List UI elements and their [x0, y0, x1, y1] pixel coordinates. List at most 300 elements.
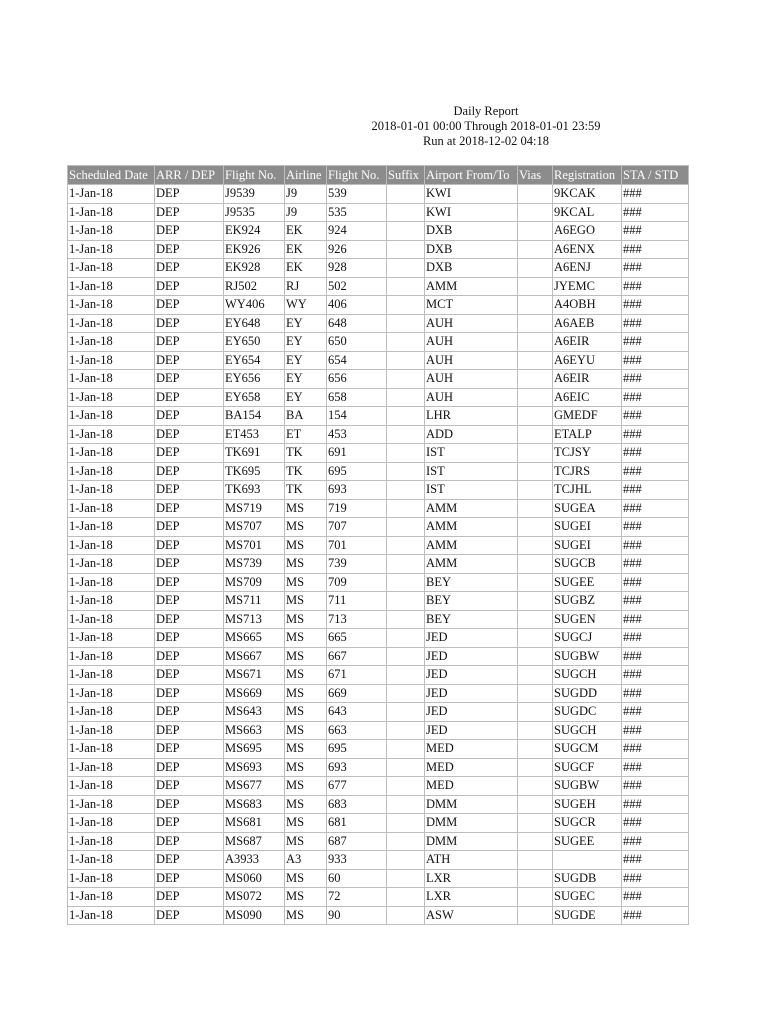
cell-flight-number: 72 [327, 888, 387, 907]
cell-flight-number: 60 [327, 869, 387, 888]
flights-table [67, 165, 689, 925]
table-row [68, 703, 689, 722]
cell-airline: MS [285, 888, 327, 907]
cell-scheduled-date: 1-Jan-18 [68, 203, 155, 222]
cell-suffix [387, 592, 425, 611]
cell-airport: AUH [425, 351, 518, 370]
cell-flight-number: 665 [327, 629, 387, 648]
cell-sta-std: ### [622, 610, 689, 629]
cell-scheduled-date: 1-Jan-18 [68, 351, 155, 370]
cell-sta-std: ### [622, 814, 689, 833]
cell-arr-dep: DEP [155, 555, 224, 574]
cell-flight-number: 924 [327, 222, 387, 241]
cell-registration: SUGEC [553, 888, 622, 907]
cell-scheduled-date: 1-Jan-18 [68, 388, 155, 407]
cell-vias [518, 240, 553, 259]
cell-arr-dep: DEP [155, 351, 224, 370]
cell-suffix [387, 758, 425, 777]
cell-vias [518, 462, 553, 481]
cell-vias [518, 351, 553, 370]
cell-sta-std: ### [622, 499, 689, 518]
cell-airport: JED [425, 629, 518, 648]
cell-registration: SUGCB [553, 555, 622, 574]
cell-airport: JED [425, 703, 518, 722]
cell-arr-dep: DEP [155, 647, 224, 666]
cell-registration: SUGCH [553, 721, 622, 740]
cell-flight-number: 671 [327, 666, 387, 685]
column-header-suffix: Suffix [387, 166, 425, 185]
table-row [68, 684, 689, 703]
cell-airport: BEY [425, 592, 518, 611]
cell-arr-dep: DEP [155, 240, 224, 259]
cell-sta-std: ### [622, 573, 689, 592]
cell-scheduled-date: 1-Jan-18 [68, 740, 155, 759]
cell-airport: MCT [425, 296, 518, 315]
cell-vias [518, 851, 553, 870]
column-header-arr-dep: ARR / DEP [155, 166, 224, 185]
cell-scheduled-date: 1-Jan-18 [68, 832, 155, 851]
cell-flight-no: MS669 [224, 684, 285, 703]
cell-vias [518, 444, 553, 463]
cell-arr-dep: DEP [155, 388, 224, 407]
cell-registration: SUGCJ [553, 629, 622, 648]
cell-airline: EK [285, 259, 327, 278]
cell-flight-number: 707 [327, 518, 387, 537]
cell-arr-dep: DEP [155, 277, 224, 296]
cell-airline: MS [285, 758, 327, 777]
cell-arr-dep: DEP [155, 703, 224, 722]
cell-suffix [387, 906, 425, 925]
cell-flight-no: MS665 [224, 629, 285, 648]
cell-airline: A3 [285, 851, 327, 870]
cell-scheduled-date: 1-Jan-18 [68, 758, 155, 777]
cell-scheduled-date: 1-Jan-18 [68, 666, 155, 685]
cell-suffix [387, 518, 425, 537]
cell-registration: JYEMC [553, 277, 622, 296]
table-row [68, 240, 689, 259]
cell-arr-dep: DEP [155, 758, 224, 777]
cell-flight-no: RJ502 [224, 277, 285, 296]
cell-airline: MS [285, 814, 327, 833]
cell-scheduled-date: 1-Jan-18 [68, 906, 155, 925]
cell-suffix [387, 222, 425, 241]
cell-scheduled-date: 1-Jan-18 [68, 536, 155, 555]
cell-flight-no: MS695 [224, 740, 285, 759]
cell-suffix [387, 629, 425, 648]
cell-vias [518, 388, 553, 407]
cell-registration: SUGEE [553, 573, 622, 592]
cell-registration: SUGDB [553, 869, 622, 888]
cell-vias [518, 333, 553, 352]
cell-suffix [387, 499, 425, 518]
table-row [68, 610, 689, 629]
cell-suffix [387, 536, 425, 555]
cell-airline: MS [285, 666, 327, 685]
table-row [68, 666, 689, 685]
cell-suffix [387, 351, 425, 370]
cell-arr-dep: DEP [155, 629, 224, 648]
cell-scheduled-date: 1-Jan-18 [68, 814, 155, 833]
cell-suffix [387, 869, 425, 888]
cell-registration: TCJHL [553, 481, 622, 500]
cell-vias [518, 407, 553, 426]
table-row [68, 777, 689, 796]
cell-registration: GMEDF [553, 407, 622, 426]
cell-airline: EY [285, 333, 327, 352]
cell-sta-std: ### [622, 555, 689, 574]
cell-airline: J9 [285, 203, 327, 222]
table-row [68, 296, 689, 315]
table-header-row [68, 166, 689, 185]
table-row [68, 906, 689, 925]
cell-airport: JED [425, 647, 518, 666]
cell-scheduled-date: 1-Jan-18 [68, 592, 155, 611]
cell-suffix [387, 795, 425, 814]
cell-scheduled-date: 1-Jan-18 [68, 647, 155, 666]
cell-flight-no: MS701 [224, 536, 285, 555]
cell-flight-no: MS711 [224, 592, 285, 611]
cell-airport: AMM [425, 277, 518, 296]
cell-airport: DXB [425, 240, 518, 259]
cell-vias [518, 869, 553, 888]
cell-flight-number: 90 [327, 906, 387, 925]
cell-registration: TCJRS [553, 462, 622, 481]
cell-airport: ASW [425, 906, 518, 925]
cell-airport: AMM [425, 555, 518, 574]
table-row [68, 851, 689, 870]
cell-airport: JED [425, 721, 518, 740]
cell-airline: MS [285, 629, 327, 648]
cell-flight-no: MS663 [224, 721, 285, 740]
table-row [68, 740, 689, 759]
table-row [68, 832, 689, 851]
report-date-range: 2018-01-01 00:00 Through 2018-01-01 23:59 [371, 119, 601, 133]
cell-sta-std: ### [622, 222, 689, 241]
cell-flight-no: MS687 [224, 832, 285, 851]
cell-airport: DMM [425, 795, 518, 814]
cell-arr-dep: DEP [155, 499, 224, 518]
cell-sta-std: ### [622, 425, 689, 444]
cell-vias [518, 259, 553, 278]
table-row [68, 758, 689, 777]
cell-scheduled-date: 1-Jan-18 [68, 462, 155, 481]
cell-airline: EK [285, 222, 327, 241]
cell-sta-std: ### [622, 536, 689, 555]
cell-scheduled-date: 1-Jan-18 [68, 721, 155, 740]
cell-flight-no: ET453 [224, 425, 285, 444]
cell-airline: MS [285, 536, 327, 555]
cell-vias [518, 758, 553, 777]
cell-sta-std: ### [622, 203, 689, 222]
cell-flight-no: J9539 [224, 185, 285, 204]
cell-airport: BEY [425, 610, 518, 629]
cell-sta-std: ### [622, 296, 689, 315]
cell-vias [518, 814, 553, 833]
cell-flight-number: 693 [327, 758, 387, 777]
cell-vias [518, 222, 553, 241]
cell-vias [518, 740, 553, 759]
cell-airline: MS [285, 869, 327, 888]
table-row [68, 536, 689, 555]
cell-vias [518, 555, 553, 574]
report-title: Daily Report [453, 104, 519, 118]
table-row [68, 370, 689, 389]
table-row [68, 259, 689, 278]
cell-flight-number: 643 [327, 703, 387, 722]
cell-vias [518, 666, 553, 685]
cell-sta-std: ### [622, 407, 689, 426]
cell-sta-std: ### [622, 351, 689, 370]
cell-arr-dep: DEP [155, 795, 224, 814]
cell-airline: MS [285, 906, 327, 925]
cell-scheduled-date: 1-Jan-18 [68, 851, 155, 870]
cell-suffix [387, 610, 425, 629]
cell-airport: KWI [425, 203, 518, 222]
cell-flight-no: EK928 [224, 259, 285, 278]
cell-airline: MS [285, 573, 327, 592]
table-row [68, 869, 689, 888]
cell-flight-no: MS677 [224, 777, 285, 796]
cell-arr-dep: DEP [155, 222, 224, 241]
cell-flight-number: 648 [327, 314, 387, 333]
cell-registration: A6EIC [553, 388, 622, 407]
cell-registration: A6EYU [553, 351, 622, 370]
cell-airline: TK [285, 481, 327, 500]
cell-scheduled-date: 1-Jan-18 [68, 296, 155, 315]
cell-flight-number: 711 [327, 592, 387, 611]
cell-sta-std: ### [622, 592, 689, 611]
cell-flight-no: MS707 [224, 518, 285, 537]
cell-vias [518, 592, 553, 611]
cell-sta-std: ### [622, 740, 689, 759]
cell-flight-no: EK924 [224, 222, 285, 241]
cell-flight-no: TK691 [224, 444, 285, 463]
cell-sta-std: ### [622, 518, 689, 537]
cell-airline: EY [285, 351, 327, 370]
cell-arr-dep: DEP [155, 536, 224, 555]
cell-flight-no: MS072 [224, 888, 285, 907]
cell-flight-no: BA154 [224, 407, 285, 426]
cell-airport: DXB [425, 222, 518, 241]
cell-flight-no: EY650 [224, 333, 285, 352]
cell-arr-dep: DEP [155, 666, 224, 685]
cell-scheduled-date: 1-Jan-18 [68, 777, 155, 796]
cell-sta-std: ### [622, 666, 689, 685]
cell-vias [518, 777, 553, 796]
cell-airline: EY [285, 314, 327, 333]
cell-airline: MS [285, 647, 327, 666]
cell-registration: A6EIR [553, 370, 622, 389]
cell-sta-std: ### [622, 721, 689, 740]
cell-registration: A6AEB [553, 314, 622, 333]
cell-arr-dep: DEP [155, 851, 224, 870]
cell-airport: IST [425, 444, 518, 463]
table-row [68, 573, 689, 592]
cell-sta-std: ### [622, 703, 689, 722]
cell-arr-dep: DEP [155, 481, 224, 500]
cell-vias [518, 610, 553, 629]
cell-scheduled-date: 1-Jan-18 [68, 499, 155, 518]
cell-registration: SUGBZ [553, 592, 622, 611]
cell-vias [518, 185, 553, 204]
cell-arr-dep: DEP [155, 185, 224, 204]
cell-sta-std: ### [622, 370, 689, 389]
cell-arr-dep: DEP [155, 518, 224, 537]
cell-vias [518, 573, 553, 592]
table-row [68, 888, 689, 907]
cell-airline: RJ [285, 277, 327, 296]
cell-suffix [387, 388, 425, 407]
cell-airport: IST [425, 481, 518, 500]
cell-suffix [387, 333, 425, 352]
cell-registration: SUGBW [553, 647, 622, 666]
cell-airline: TK [285, 444, 327, 463]
cell-airport: MED [425, 777, 518, 796]
cell-flight-number: 677 [327, 777, 387, 796]
cell-flight-number: 650 [327, 333, 387, 352]
cell-airline: MS [285, 499, 327, 518]
cell-suffix [387, 240, 425, 259]
cell-registration: SUGEE [553, 832, 622, 851]
cell-airline: MS [285, 703, 327, 722]
cell-flight-no: A3933 [224, 851, 285, 870]
cell-flight-number: 453 [327, 425, 387, 444]
cell-scheduled-date: 1-Jan-18 [68, 573, 155, 592]
table-row [68, 592, 689, 611]
cell-flight-no: TK695 [224, 462, 285, 481]
cell-sta-std: ### [622, 647, 689, 666]
table-row [68, 425, 689, 444]
cell-scheduled-date: 1-Jan-18 [68, 555, 155, 574]
cell-scheduled-date: 1-Jan-18 [68, 185, 155, 204]
cell-arr-dep: DEP [155, 370, 224, 389]
cell-flight-no: MS719 [224, 499, 285, 518]
cell-suffix [387, 851, 425, 870]
table-row [68, 222, 689, 241]
cell-airline: MS [285, 777, 327, 796]
cell-airline: MS [285, 684, 327, 703]
cell-vias [518, 888, 553, 907]
table-row [68, 795, 689, 814]
cell-registration: 9KCAL [553, 203, 622, 222]
cell-sta-std: ### [622, 869, 689, 888]
cell-airport: IST [425, 462, 518, 481]
cell-airline: MS [285, 740, 327, 759]
cell-arr-dep: DEP [155, 610, 224, 629]
cell-flight-number: 719 [327, 499, 387, 518]
cell-sta-std: ### [622, 832, 689, 851]
cell-scheduled-date: 1-Jan-18 [68, 222, 155, 241]
cell-registration: ETALP [553, 425, 622, 444]
cell-arr-dep: DEP [155, 425, 224, 444]
cell-suffix [387, 425, 425, 444]
cell-scheduled-date: 1-Jan-18 [68, 407, 155, 426]
cell-airline: ET [285, 425, 327, 444]
cell-arr-dep: DEP [155, 407, 224, 426]
cell-vias [518, 518, 553, 537]
cell-airline: TK [285, 462, 327, 481]
cell-vias [518, 536, 553, 555]
cell-scheduled-date: 1-Jan-18 [68, 703, 155, 722]
cell-airline: MS [285, 518, 327, 537]
cell-flight-number: 656 [327, 370, 387, 389]
cell-sta-std: ### [622, 314, 689, 333]
cell-suffix [387, 296, 425, 315]
cell-vias [518, 906, 553, 925]
cell-sta-std: ### [622, 481, 689, 500]
cell-vias [518, 703, 553, 722]
cell-sta-std: ### [622, 259, 689, 278]
cell-scheduled-date: 1-Jan-18 [68, 684, 155, 703]
cell-registration: SUGDD [553, 684, 622, 703]
cell-scheduled-date: 1-Jan-18 [68, 481, 155, 500]
table-row [68, 629, 689, 648]
cell-flight-no: MS681 [224, 814, 285, 833]
cell-suffix [387, 259, 425, 278]
cell-sta-std: ### [622, 777, 689, 796]
cell-airline: BA [285, 407, 327, 426]
cell-vias [518, 499, 553, 518]
cell-airport: AUH [425, 333, 518, 352]
cell-airline: J9 [285, 185, 327, 204]
cell-flight-number: 681 [327, 814, 387, 833]
cell-suffix [387, 684, 425, 703]
cell-scheduled-date: 1-Jan-18 [68, 869, 155, 888]
cell-vias [518, 684, 553, 703]
cell-registration: SUGEI [553, 536, 622, 555]
cell-sta-std: ### [622, 444, 689, 463]
cell-flight-no: EY656 [224, 370, 285, 389]
cell-airline: MS [285, 795, 327, 814]
table-row [68, 351, 689, 370]
cell-flight-number: 701 [327, 536, 387, 555]
cell-arr-dep: DEP [155, 740, 224, 759]
column-header-airline: Airline [285, 166, 327, 185]
cell-suffix [387, 777, 425, 796]
cell-arr-dep: DEP [155, 888, 224, 907]
cell-sta-std: ### [622, 684, 689, 703]
cell-airline: EY [285, 370, 327, 389]
cell-airport: KWI [425, 185, 518, 204]
cell-registration: SUGDE [553, 906, 622, 925]
cell-registration: SUGCH [553, 666, 622, 685]
cell-scheduled-date: 1-Jan-18 [68, 240, 155, 259]
cell-airport: LXR [425, 888, 518, 907]
cell-flight-no: MS713 [224, 610, 285, 629]
cell-scheduled-date: 1-Jan-18 [68, 314, 155, 333]
cell-airline: EK [285, 240, 327, 259]
cell-suffix [387, 444, 425, 463]
cell-sta-std: ### [622, 388, 689, 407]
cell-airport: AUH [425, 370, 518, 389]
cell-registration: SUGCM [553, 740, 622, 759]
cell-registration: 9KCAK [553, 185, 622, 204]
cell-registration: SUGCF [553, 758, 622, 777]
cell-sta-std: ### [622, 888, 689, 907]
column-header-sta-std: STA / STD [622, 166, 689, 185]
cell-vias [518, 425, 553, 444]
column-header-flight-number: Flight No. [327, 166, 387, 185]
cell-sta-std: ### [622, 333, 689, 352]
cell-flight-no: EY654 [224, 351, 285, 370]
cell-airport: DMM [425, 814, 518, 833]
cell-registration: A6ENJ [553, 259, 622, 278]
cell-arr-dep: DEP [155, 684, 224, 703]
cell-arr-dep: DEP [155, 259, 224, 278]
cell-flight-number: 683 [327, 795, 387, 814]
cell-flight-number: 687 [327, 832, 387, 851]
cell-registration: SUGDC [553, 703, 622, 722]
